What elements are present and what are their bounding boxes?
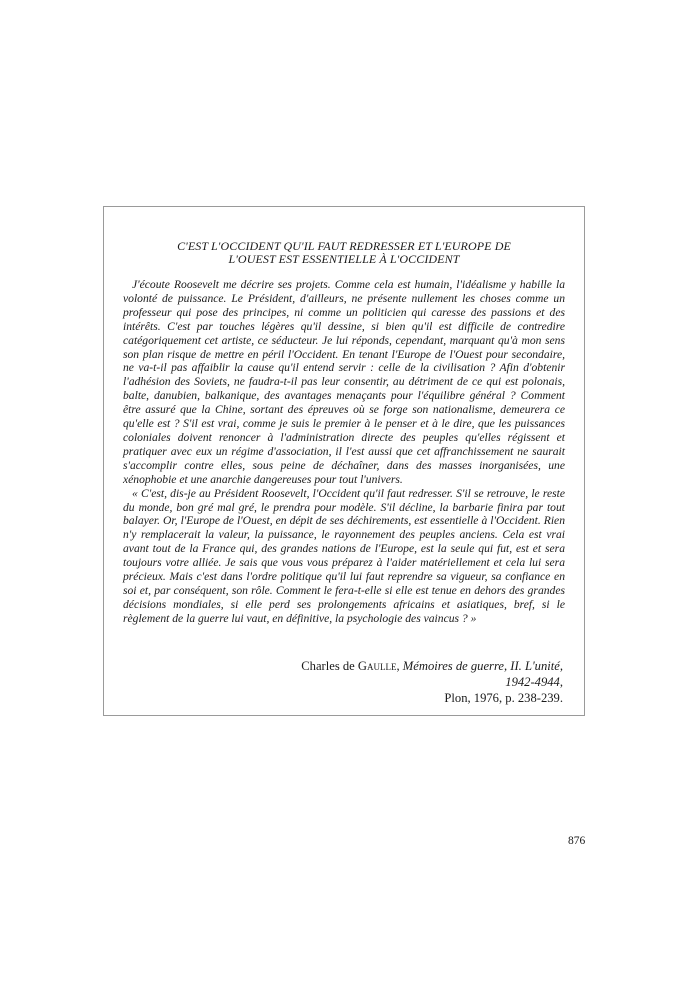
section-title-line-1: C'EST L'OCCIDENT QU'IL FAUT REDRESSER ET L'EUROPE DE (177, 239, 511, 253)
paragraph-1: J'écoute Roosevelt me décrire ses projets. Comme cela est humain, l'idéalisme y habille la volonté de puissance. Le Président, d'ailleurs, ne présente nullement les choses comme un professeur qui pose des principes, ni comme un politicien qui caresse des passions et des intérêts. C'est par touches légères qu'il dessine, si bien qu'il est difficile de contredire catégoriquement cet artiste, ce séducteur. Je lui réponds, cependant, marquant qu'à mon sens son plan risque de mettre en péril l'Occident. En tenant l'Europe de l'Ouest pour secondaire, ne va-t-il pas affaiblir la cause qu'il entend servir : celle de la civilisation ? Afin d'obtenir l'adhésion des Soviets, ne faudra-t-il pas leur consentir, au détriment de ce qui est polonais, balte, danubien, balkanique, des avantages menaçants pour l'équilibre général ? Comment être assuré que la Chine, sortant des épreuves où se forge son nationalisme, demeurera ce qu'elle est ? S'il est vrai, comme je suis le premier à le penser et à le dire, que les puissances coloniales doivent renoncer à l'administration directe des peuples qu'elles régissent et pratiquer avec eux un régime d'association, il l'est aussi que cet affranchissement ne saurait s'accomplir contre elles, sous peine de déchaîner, dans des masses inorganisées, une xénophobie et une anarchie dangereuses pour tout l'univers. (123, 278, 565, 486)
publisher-line: Plon, 1976, p. 238-239. (444, 691, 563, 705)
section-title-line-2: L'OUEST EST ESSENTIELLE À L'OCCIDENT (228, 252, 460, 266)
section-title (103, 240, 585, 266)
citation-separator: , (396, 659, 403, 673)
paragraph-2: « C'est, dis-je au Président Roosevelt, l'Occident qu'il faut redresser. S'il se retrouve, le reste du monde, bon gré mal gré, le prendra pour modèle. S'il décline, la barbarie finira par tout balayer. Or, l'Europe de l'Ouest, en dépit de ses déchirements, est essentielle à l'Occident. Rien n'y remplacerait la valeur, la puissance, le rayonnement des peuples anciens. Cela est vrai avant tout de la France qui, des grandes nations de l'Europe, est la seule qui fut, est et sera toujours votre alliée. Je sais que vous vous préparez à l'aider matériellement et cela lui sera précieux. Mais c'est dans l'ordre politique qu'il lui faut reprendre sa vigueur, sa confiance en soi et, par conséquent, son rôle. Comment le fera-t-elle si elle est tenue en dehors des grandes décisions mondiales, si elle perd ses prolongements africains et asiatiques, bref, si le règlement de la guerre lui vaut, en définitive, la psychologie des vaincus ? » (123, 486, 565, 625)
author-prefix: Charles de (301, 659, 358, 673)
author-name: Gaulle (357, 659, 397, 673)
quoted-text (123, 278, 565, 626)
citation-line-1 (300, 658, 563, 690)
page-number: 876 (568, 835, 586, 847)
source-citation (300, 658, 563, 706)
work-title: Mémoires de guerre, II. L'unité, 1942-4944 (402, 659, 563, 689)
citation-suffix: , (559, 675, 563, 689)
